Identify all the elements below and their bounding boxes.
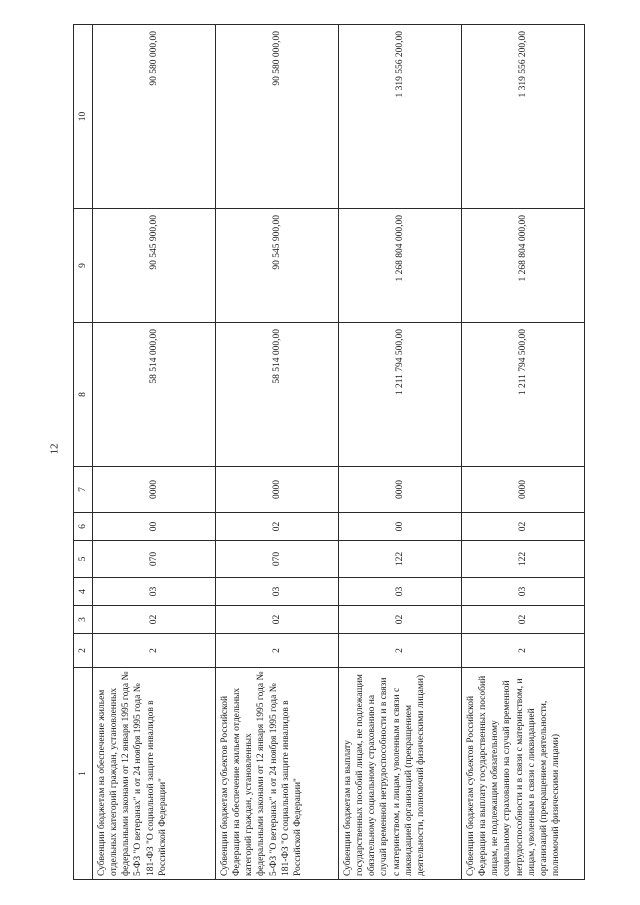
cell-amount-9: 1 268 804 000,00 [462,209,585,323]
row-description: Субвенции бюджетам на обеспечение жильем отдельных категорий граждан, установленных федеральными законами от 12 января 1995 года № 5-ФЗ "О ветеранах" и от 24 ноября 1995 года № 181-ФЗ "О социальной защите инвалидов в Российской Федерации" [93,668,216,880]
cell-amount-9: 1 268 804 000,00 [339,209,462,323]
cell-code-6: 00 [339,513,462,541]
table-row [339,25,462,880]
row-description: Субвенции бюджетам субъектов Российской Федерации на обеспечение жильем отдельных категорий граждан, установленных федеральными законами от 12 января 1995 года № 5-ФЗ "О ветеранах" и от 24 ноября 1995 года № 181-ФЗ "О социальной защите инвалидов в Российской Федерации" [216,668,339,880]
column-header: 1 [74,668,93,880]
table-row [462,25,585,880]
cell-amount-10: 90 580 000,00 [93,25,216,209]
cell-code-5: 122 [462,541,585,578]
cell-code-2: 2 [93,634,216,668]
row-description: Субвенции бюджетам субъектов Российской Федерации на выплату государственных пособий лицам, не подлежащим обязательному социальному страхованию на случай временной нетрудоспособности и в связи с материнством, и лицам, уволенным в связи с ликвидацией организаций (прекращением деятельности, полномочий физическими лицами) [462,668,585,880]
table-row [93,25,216,880]
cell-amount-8: 58 514 000,00 [216,323,339,467]
table-row [216,25,339,880]
cell-code-7: 0000 [93,467,216,513]
cell-code-7: 0000 [216,467,339,513]
cell-code-4: 03 [93,578,216,606]
table-header-row [74,25,93,880]
cell-code-2: 2 [462,634,585,668]
cell-amount-8: 58 514 000,00 [93,323,216,467]
cell-amount-10: 90 580 000,00 [216,25,339,209]
cell-code-6: 02 [216,513,339,541]
rotated-page-content [73,25,586,880]
cell-code-2: 2 [216,634,339,668]
row-description: Субвенции бюджетам на выплату государственных пособий лицам, не подлежащим обязательному социальному страхованию на случай временной нетрудоспособности и в связи с материнством, и лицам, уволенным в связи с ликвидацией организаций (прекращением деятельности, полномочий физическими лицами) [339,668,462,880]
column-header: 10 [74,25,93,209]
cell-amount-9: 90 545 900,00 [93,209,216,323]
cell-code-5: 122 [339,541,462,578]
cell-code-5: 070 [216,541,339,578]
column-header: 3 [74,606,93,634]
cell-amount-8: 1 211 794 500,00 [462,323,585,467]
cell-amount-8: 1 211 794 500,00 [339,323,462,467]
cell-amount-9: 90 545 900,00 [216,209,339,323]
cell-code-4: 03 [216,578,339,606]
cell-code-3: 02 [339,606,462,634]
cell-code-4: 03 [339,578,462,606]
cell-amount-10: 1 319 556 200,00 [462,25,585,209]
column-header: 8 [74,323,93,467]
cell-code-4: 03 [462,578,585,606]
cell-amount-10: 1 319 556 200,00 [339,25,462,209]
cell-code-3: 02 [462,606,585,634]
cell-code-2: 2 [339,634,462,668]
column-header: 7 [74,467,93,513]
cell-code-6: 00 [93,513,216,541]
cell-code-5: 070 [93,541,216,578]
column-header: 9 [74,209,93,323]
column-header: 4 [74,578,93,606]
column-header: 6 [74,513,93,541]
cell-code-6: 02 [462,513,585,541]
column-header: 2 [74,634,93,668]
budget-table [73,24,585,880]
cell-code-3: 02 [93,606,216,634]
cell-code-7: 0000 [339,467,462,513]
page-number: 12 [48,443,61,455]
cell-code-7: 0000 [462,467,585,513]
cell-code-3: 02 [216,606,339,634]
column-header: 5 [74,541,93,578]
